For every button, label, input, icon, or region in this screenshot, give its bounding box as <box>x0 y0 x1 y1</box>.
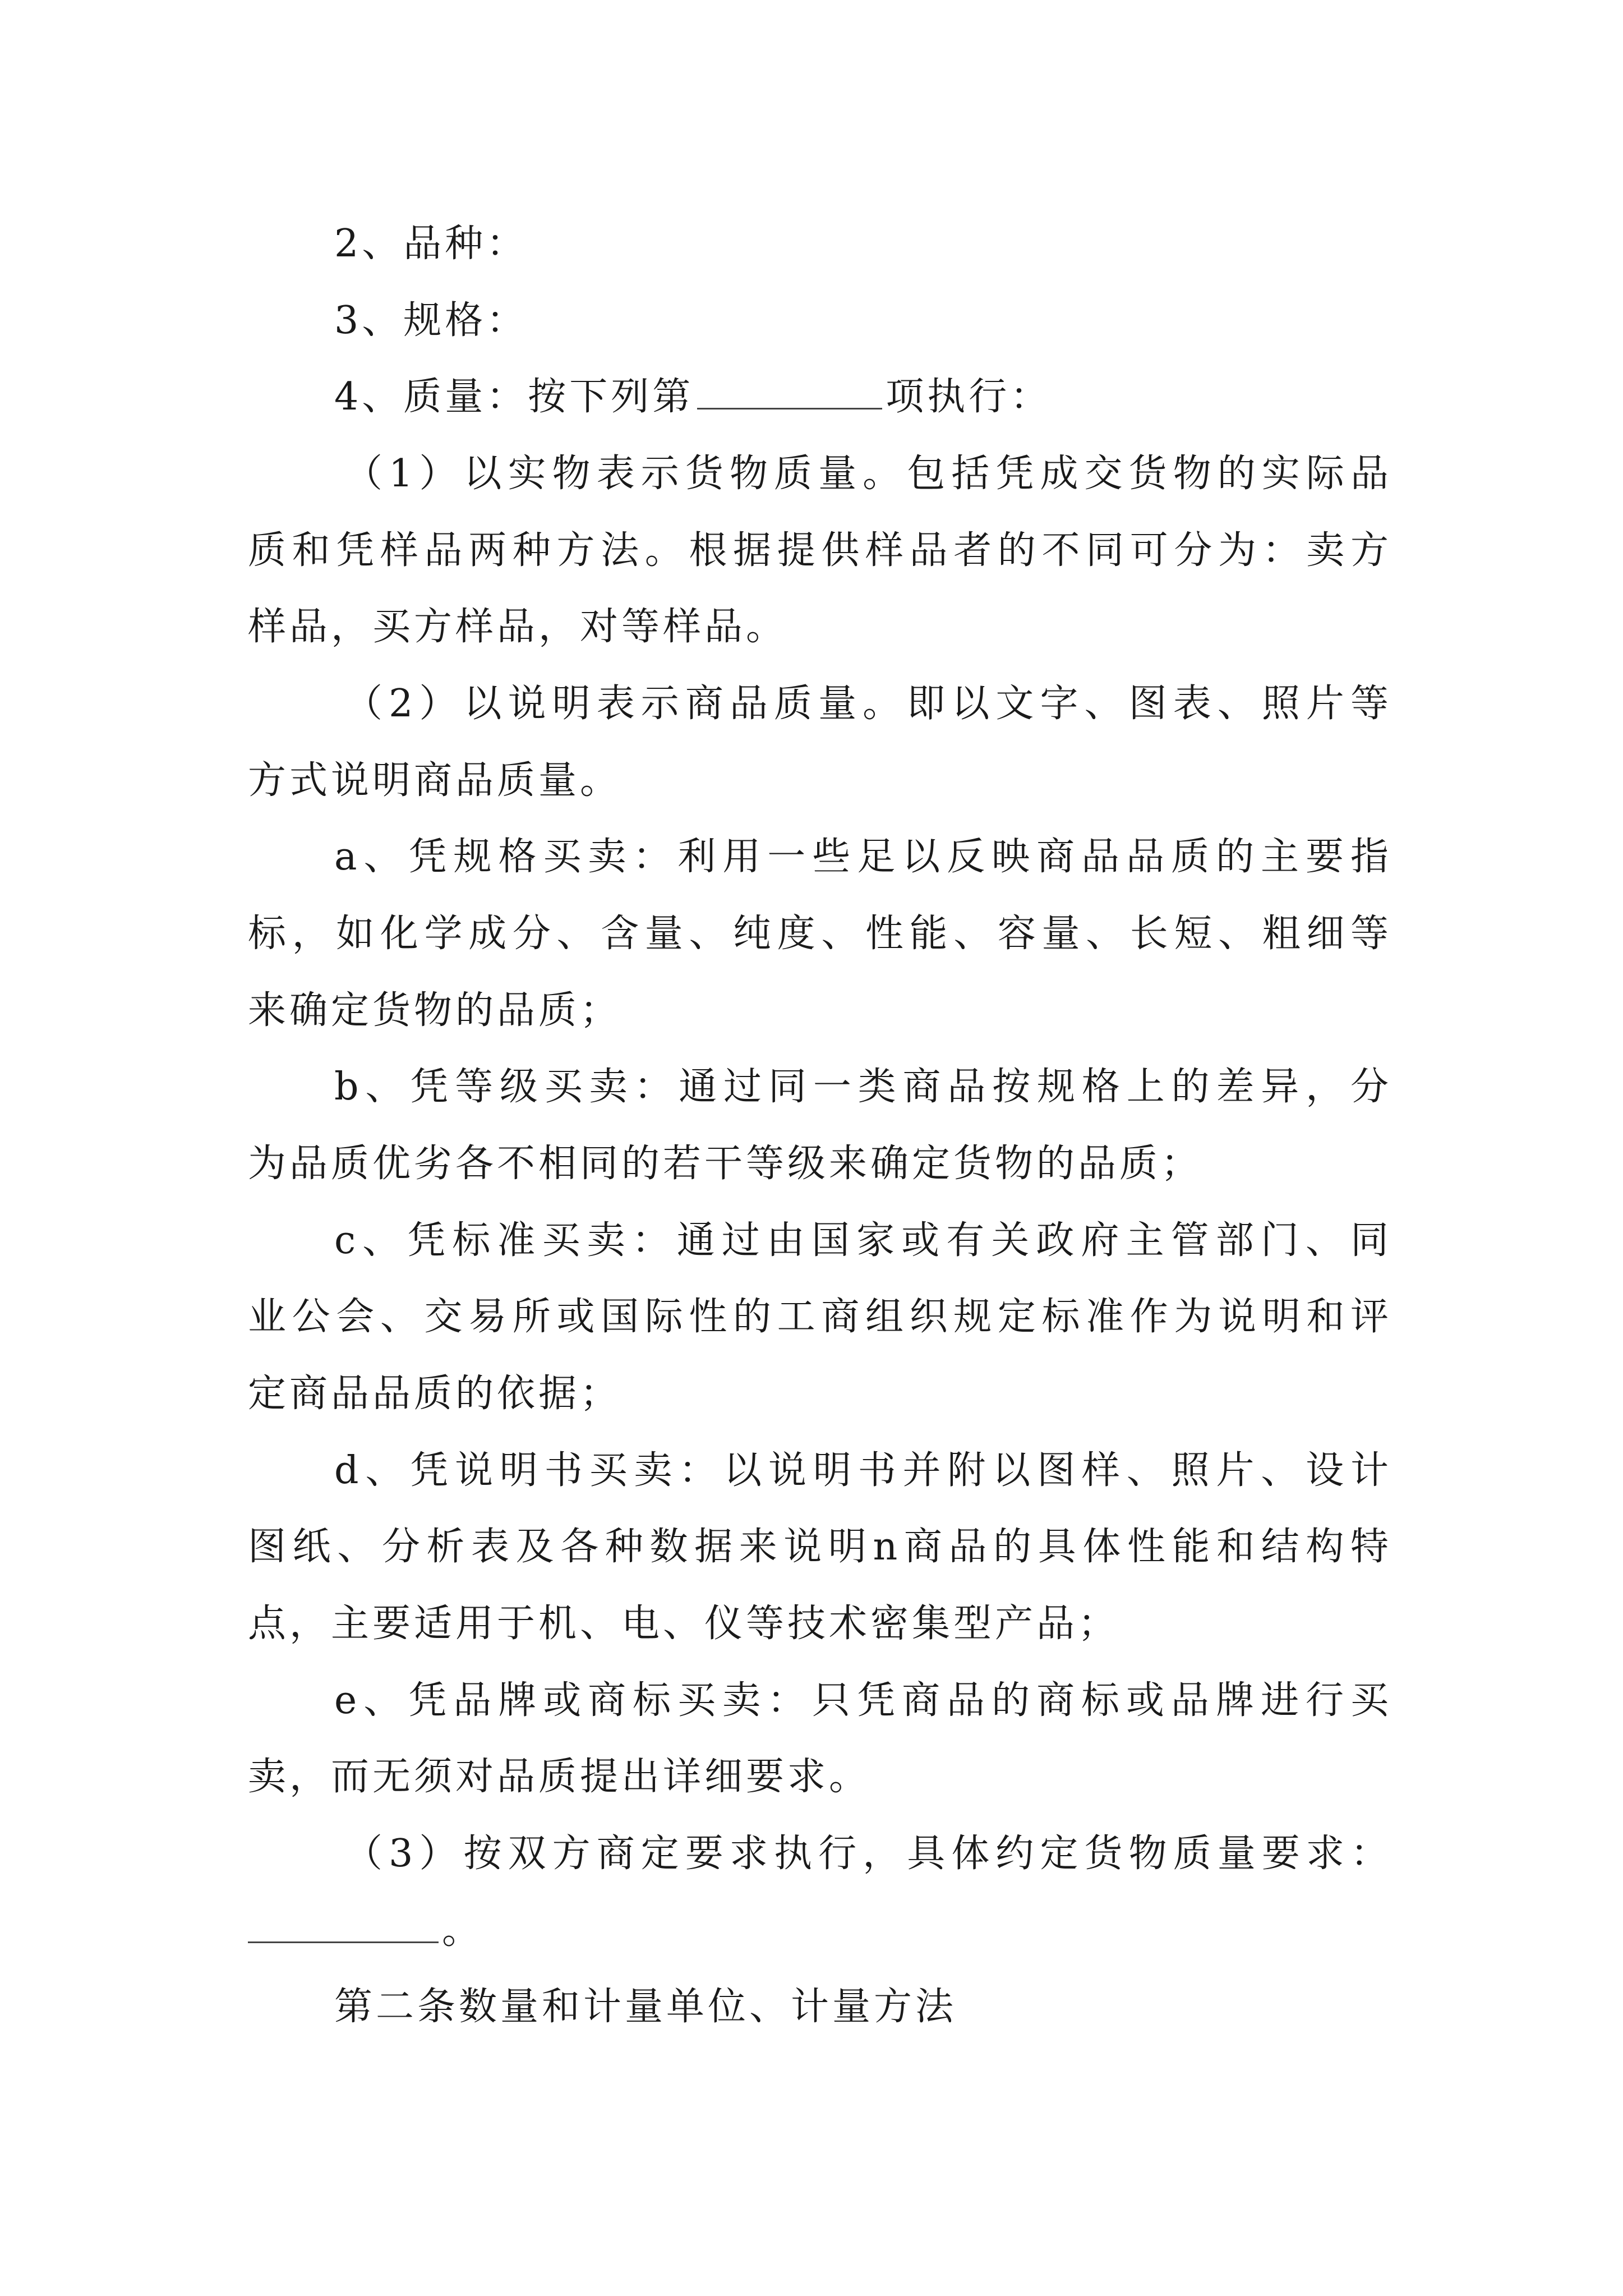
paragraph-line <box>248 605 1392 650</box>
text-line: 卖，而无须对品质提出详细要求。 <box>248 1755 871 1799</box>
text-line: 业公会、交易所或国际性的工商组织规定标准作为说明和评 <box>248 1295 1392 1339</box>
text-line: 。 <box>442 1908 484 1953</box>
paragraph-line <box>248 988 1392 1033</box>
paragraph-line <box>248 1908 1392 1953</box>
fill-in-blank <box>248 1939 439 1943</box>
paragraph-line <box>334 1448 1392 1493</box>
text-line: （1）以实物表示货物质量。包括凭成交货物的实际品 <box>344 452 1392 496</box>
text-line: 项执行： <box>886 375 1052 419</box>
text-line: 质和凭样品两种方法。根据提供样品者的不同可分为：卖方 <box>248 528 1392 573</box>
text-line: 样品，买方样品，对等样品。 <box>248 605 788 649</box>
text-line: 标，如化学成分、含量、纯度、性能、容量、长短、粗细等 <box>248 912 1392 956</box>
paragraph-line <box>334 1218 1392 1263</box>
text-line: d、凭说明书买卖：以说明书并附以图样、照片、设计 <box>334 1448 1392 1493</box>
item-quality <box>334 375 1478 420</box>
text-line: 第二条数量和计量单位、计量方法 <box>334 1985 957 2029</box>
text-line: 3、规格： <box>334 298 528 343</box>
paragraph-line <box>334 835 1392 880</box>
paragraph-line <box>248 528 1392 573</box>
text-line: 为品质优劣各不相同的若干等级来确定货物的品质； <box>248 1142 1203 1186</box>
paragraph-line <box>248 758 1392 803</box>
paragraph-line <box>248 1142 1392 1186</box>
paragraph-line <box>248 1525 1392 1570</box>
paragraph-line <box>248 1372 1392 1416</box>
paragraph-line <box>344 452 1392 496</box>
text-line: 定商品品质的依据； <box>248 1372 622 1416</box>
paragraph-line <box>248 912 1392 956</box>
text-line: 来确定货物的品质； <box>248 988 622 1033</box>
text-line: （2）以说明表示商品质量。即以文字、图表、照片等 <box>344 682 1392 726</box>
text-line: （3）按双方商定要求执行，具体约定货物质量要求： <box>344 1832 1392 1876</box>
paragraph-line <box>344 682 1392 726</box>
paragraph-line <box>248 1602 1392 1646</box>
text-line: b、凭等级买卖：通过同一类商品按规格上的差异，分 <box>334 1065 1392 1109</box>
text-line: 2、品种： <box>334 222 528 266</box>
text-line: 图纸、分析表及各种数据来说明n商品的具体性能和结构特 <box>248 1525 1392 1569</box>
paragraph-line <box>344 1832 1392 1876</box>
fill-in-blank <box>697 406 882 409</box>
section-heading <box>334 1985 1478 2030</box>
paragraph-line <box>248 1295 1392 1340</box>
text-line: c、凭标准买卖：通过由国家或有关政府主管部门、同 <box>334 1218 1392 1263</box>
item-specification <box>334 298 1478 343</box>
text-line: a、凭规格买卖：利用一些足以反映商品品质的主要指 <box>334 835 1392 879</box>
item-variety <box>334 222 1478 266</box>
text-line: 4、质量：按下列第 <box>334 375 694 419</box>
text-line: e、凭品牌或商标买卖：只凭商品的商标或品牌进行买 <box>334 1678 1392 1723</box>
text-line: 点，主要适用于机、电、仪等技术密集型产品； <box>248 1602 1120 1646</box>
text-line: 方式说明商品质量。 <box>248 758 622 803</box>
paragraph-line <box>248 1755 1392 1800</box>
paragraph-line <box>334 1678 1392 1723</box>
paragraph-line <box>334 1065 1392 1110</box>
